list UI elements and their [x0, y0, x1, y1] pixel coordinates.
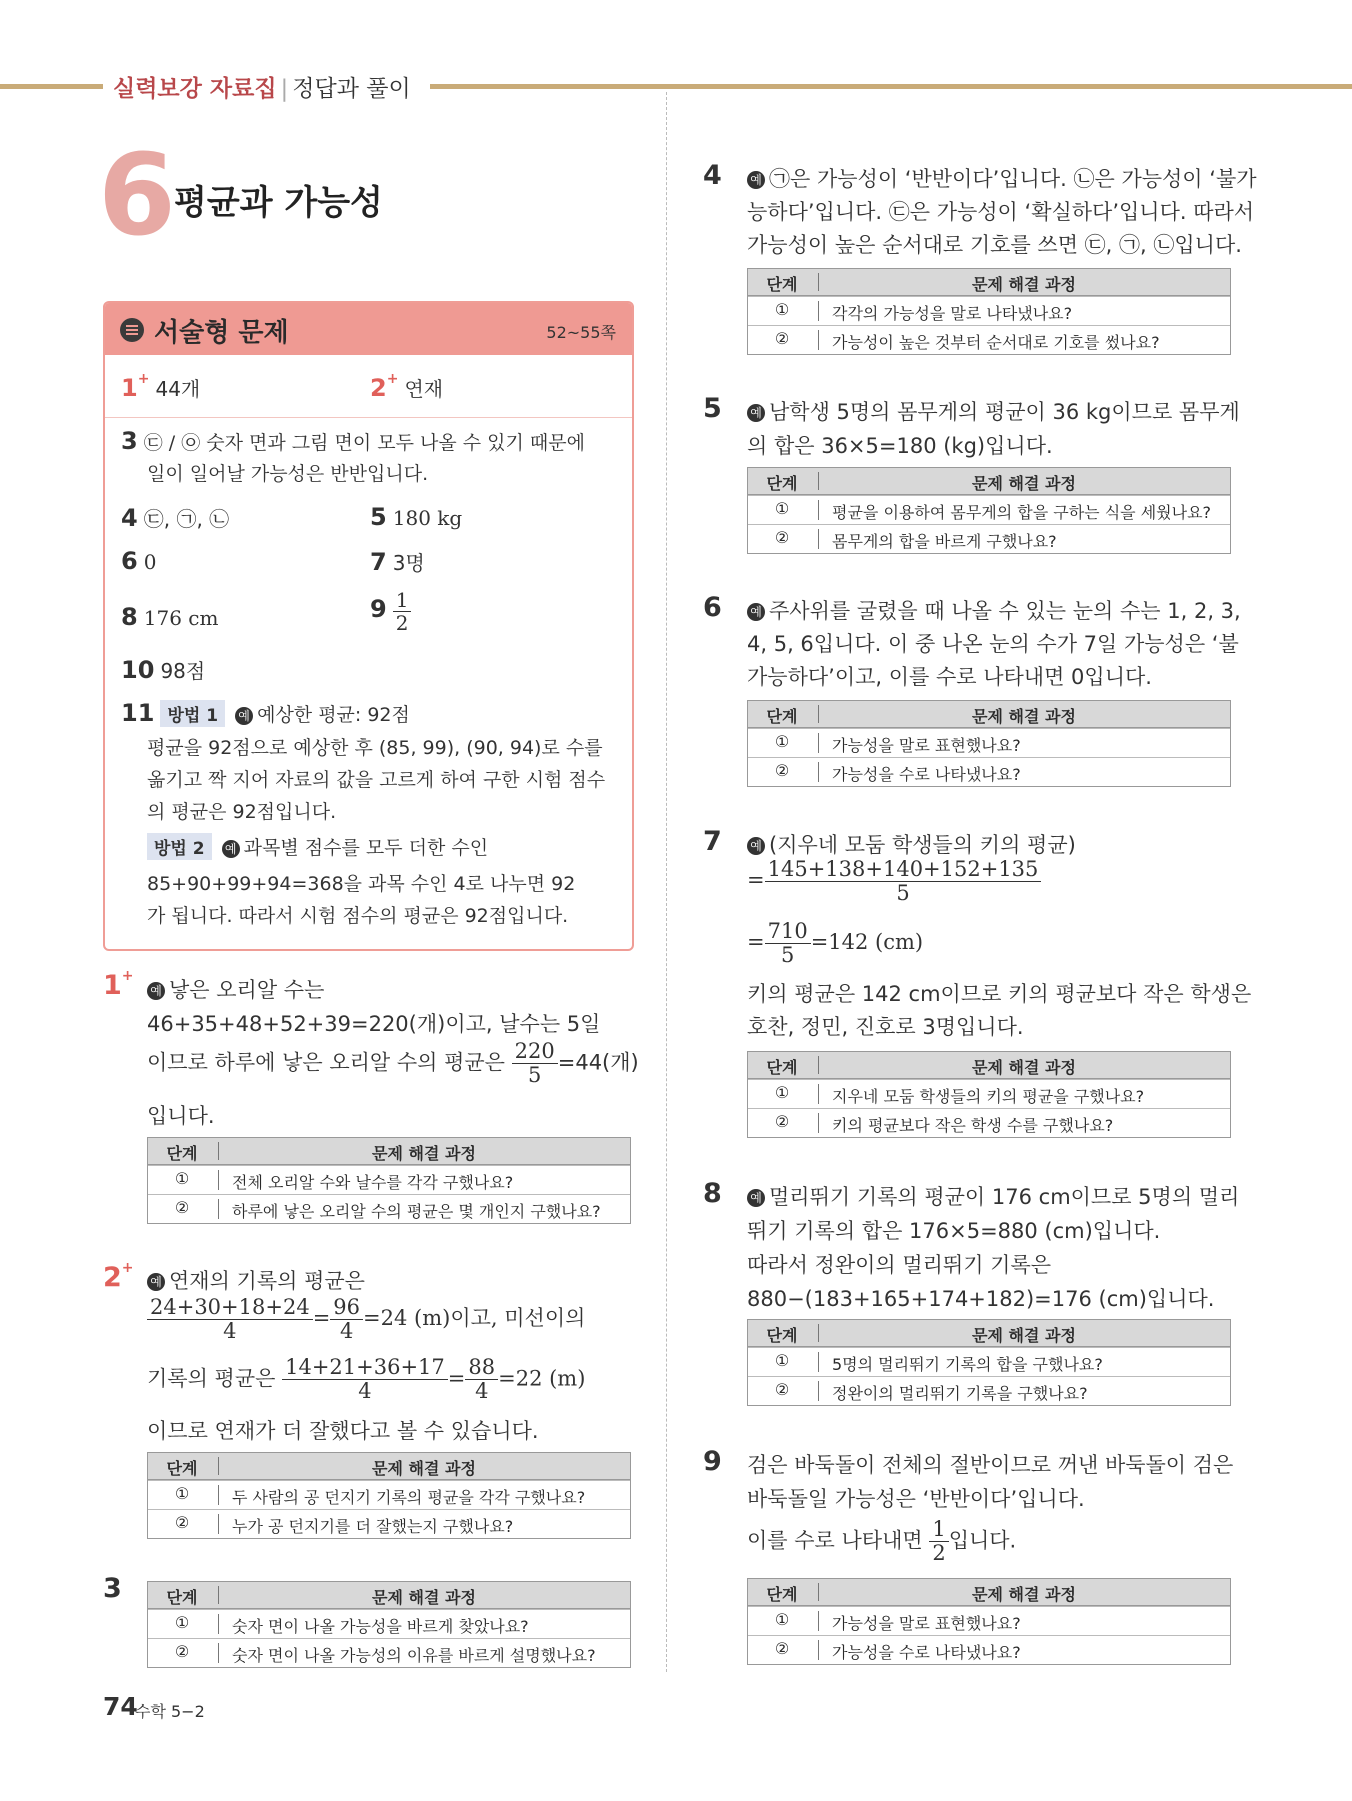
answer-5: 5 180 kg: [370, 503, 463, 531]
answer-11-line: 옮기고 짝 지어 자료의 값을 고르게 하여 구한 시험 점수: [147, 769, 606, 791]
list-icon: [120, 318, 144, 342]
rubric-row: ① 5명의 멀리뛰기 기록의 합을 구했나요?: [748, 1347, 1230, 1376]
problem-8-line: 뛰기 기록의 합은 176×5=880 (cm)입니다.: [747, 1219, 1161, 1243]
rubric-table-9: 단계 문제 해결 과정 ① 가능성을 말로 표현했나요? ② 가능성을 수로 나타냈나요?: [747, 1578, 1231, 1665]
rubric-row: ② 가능성을 수로 나타냈나요?: [748, 1635, 1230, 1664]
problem-7-number: 7: [703, 826, 722, 857]
rubric-row: ① 평균을 이용하여 몸무게의 합을 구하는 식을 세웠나요?: [748, 495, 1230, 524]
page-number: 74: [103, 1692, 138, 1721]
answer-1: 1+ 44개: [121, 371, 201, 402]
problem-4-line: 예 ㉠은 가능성이 ‘반반이다’입니다. ㉡은 가능성이 ‘불가: [747, 163, 1257, 193]
rubric-table-2: 단계 문제 해결 과정 ① 두 사람의 공 던지기 기록의 평균을 각각 구했나요? ② 누가 공 던지기를 더 잘했는지 구했나요?: [147, 1452, 631, 1539]
problem-8-line: 따라서 정완이의 멀리뛰기 기록은: [747, 1253, 1052, 1277]
example-mark: 예: [147, 1273, 165, 1291]
problem-4-line: 능하다’입니다. ㉢은 가능성이 ‘확실하다’입니다. 따라서: [747, 200, 1255, 224]
answer-summary-box: [103, 301, 634, 951]
problem-7-line: = $\frac{145+138+140+152+135}{5}$: [747, 858, 1041, 905]
problem-9-line: 이를 수로 나타내면 $\frac{1}{2}$ 입니다.: [747, 1517, 1017, 1566]
answer-2: 2+ 연재: [370, 371, 444, 402]
answer-4: 4 ㉢, ㉠, ㉡: [121, 504, 230, 532]
rubric-row: ② 누가 공 던지기를 더 잘했는지 구했나요?: [148, 1509, 630, 1538]
problem-7-line: 예 (지우네 모둠 학생들의 키의 평균): [747, 829, 1076, 859]
rubric-table-6: 단계 문제 해결 과정 ① 가능성을 말로 표현했나요? ② 가능성을 수로 나타냈나요?: [747, 700, 1231, 787]
answer-11-line: 평균을 92점으로 예상한 후 (85, 99), (90, 94)로 수를: [147, 737, 603, 759]
problem-1-line: 이므로 하루에 낳은 오리알 수의 평균은 $\frac{220}{5}$ =44(개): [147, 1039, 639, 1088]
answer-7: 7 3명: [370, 548, 425, 576]
problem-6-line: 4, 5, 6입니다. 이 중 나온 눈의 수가 7일 가능성은 ‘불: [747, 632, 1239, 656]
problem-4-number: 4: [703, 160, 722, 191]
rubric-table-4: 단계 문제 해결 과정 ① 각각의 가능성을 말로 나타냈나요? ② 가능성이 높은 것부터 순서대로 기호를 썼나요?: [747, 268, 1231, 355]
rubric-row: ① 지우네 모둠 학생들의 키의 평균을 구했나요?: [748, 1079, 1230, 1108]
problem-8-number: 8: [703, 1178, 722, 1209]
column-divider: [666, 92, 667, 1672]
answer-11-line: 가 됩니다. 따라서 시험 점수의 평균은 92점입니다.: [147, 905, 569, 927]
problem-9-line: 바둑돌일 가능성은 ‘반반이다’입니다.: [747, 1487, 1085, 1511]
rubric-row: ① 가능성을 말로 표현했나요?: [748, 728, 1230, 757]
problem-1-number: 1+: [103, 968, 134, 1001]
rubric-table-1: 단계 문제 해결 과정 ① 전체 오리알 수와 날수를 각각 구했나요? ② 하루에 낳은 오리알 수의 평균은 몇 개인지 구했나요?: [147, 1137, 631, 1224]
chapter-title: 평균과 가능성: [174, 183, 383, 223]
problem-5-line: 예 남학생 5명의 몸무게의 평균이 36 kg이므로 몸무게: [747, 396, 1240, 426]
header-subtitle: 정답과 풀이: [292, 76, 411, 102]
method-2-badge: 방법 2: [147, 833, 212, 860]
rubric-row: ② 가능성을 수로 나타냈나요?: [748, 757, 1230, 786]
rubric-row: ① 숫자 면이 나올 가능성을 바르게 찾았나요?: [148, 1609, 630, 1638]
problem-2-line: $\frac{24+30+18+24}{4}$ = $\frac{96}{4}$ =24 (m)이고, 미선이의: [147, 1296, 585, 1343]
problem-4-line: 가능성이 높은 순서대로 기호를 쓰면 ㉢, ㉠, ㉡입니다.: [747, 233, 1242, 257]
method-1-badge: 방법 1: [160, 700, 225, 727]
problem-3-number: 3: [103, 1573, 122, 1604]
answer-9: 9 $\frac{1}{2}$: [370, 589, 411, 634]
answer-11-method-2: 방법 2 예 과목별 점수를 모두 더한 수인: [147, 833, 488, 860]
rubric-table-7: 단계 문제 해결 과정 ① 지우네 모둠 학생들의 키의 평균을 구했나요? ② 키의 평균보다 작은 학생 수를 구했나요?: [747, 1051, 1231, 1138]
problem-7-line: = $\frac{710}{5}$ =142 (cm): [747, 919, 924, 968]
problem-9-number: 9: [703, 1446, 722, 1477]
problem-7-line: 호찬, 정민, 진호로 3명입니다.: [747, 1015, 1024, 1039]
problem-1-line: 예 낳은 오리알 수는: [147, 974, 324, 1004]
problem-9-line: 검은 바둑돌이 전체의 절반이므로 꺼낸 바둑돌이 검은: [747, 1453, 1234, 1477]
problem-5-number: 5: [703, 393, 722, 424]
rubric-table-5: 단계 문제 해결 과정 ① 평균을 이용하여 몸무게의 합을 구하는 식을 세웠나요? ② 몸무게의 합을 바르게 구했나요?: [747, 467, 1231, 554]
example-mark: 예: [747, 1189, 765, 1207]
separator: [105, 417, 632, 418]
example-mark: 예: [222, 840, 240, 858]
problem-6-number: 6: [703, 592, 722, 623]
answer-3: 3 ㉢ / ㉧ 숫자 면과 그림 면이 모두 나올 수 있기 때문에: [121, 427, 585, 455]
problem-1-line: 입니다.: [147, 1104, 215, 1128]
problem-8-line: 880−(183+165+174+182)=176 (cm)입니다.: [747, 1287, 1215, 1311]
example-mark: 예: [747, 171, 765, 189]
problem-2-line: 이므로 연재가 더 잘했다고 볼 수 있습니다.: [147, 1419, 539, 1443]
problem-2-line: 예 연재의 기록의 평균은: [147, 1265, 365, 1295]
header-rule-right: [430, 84, 1352, 89]
answer-11-line: 의 평균은 92점입니다.: [147, 801, 337, 823]
problem-7-line: 키의 평균은 142 cm이므로 키의 평균보다 작은 학생은: [747, 982, 1252, 1006]
problem-5-line: 의 합은 36×5=180 (kg)입니다.: [747, 434, 1053, 458]
rubric-row: ② 숫자 면이 나올 가능성의 이유를 바르게 설명했나요?: [148, 1638, 630, 1667]
problem-6-line: 가능하다’이고, 이를 수로 나타내면 0입니다.: [747, 665, 1152, 689]
header-rule-left: [0, 84, 103, 89]
problem-2-number: 2+: [103, 1260, 134, 1293]
answer-6: 6 0: [121, 547, 157, 575]
fraction: $\frac{1}{2}$: [393, 589, 412, 634]
rubric-row: ② 하루에 낳은 오리알 수의 평균은 몇 개인지 구했나요?: [148, 1194, 630, 1223]
rubric-row: ② 가능성이 높은 것부터 순서대로 기호를 썼나요?: [748, 325, 1230, 354]
rubric-row: ② 정완이의 멀리뛰기 기록을 구했나요?: [748, 1376, 1230, 1405]
answer-11-line: 85+90+99+94=368을 과목 수인 4로 나누면 92: [147, 873, 576, 895]
example-mark: 예: [747, 837, 765, 855]
rubric-table-3: 단계 문제 해결 과정 ① 숫자 면이 나올 가능성을 바르게 찾았나요? ② 숫자 면이 나올 가능성의 이유를 바르게 설명했나요?: [147, 1581, 631, 1668]
example-mark: 예: [747, 404, 765, 422]
rubric-row: ① 각각의 가능성을 말로 나타냈나요?: [748, 296, 1230, 325]
rubric-row: ① 두 사람의 공 던지기 기록의 평균을 각각 구했나요?: [148, 1480, 630, 1509]
example-mark: 예: [747, 603, 765, 621]
rubric-row: ② 몸무게의 합을 바르게 구했나요?: [748, 524, 1230, 553]
problem-1-line: 46+35+48+52+39=220(개)이고, 날수는 5일: [147, 1012, 601, 1036]
problem-8-line: 예 멀리뛰기 기록의 평균이 176 cm이므로 5명의 멀리: [747, 1181, 1239, 1211]
chapter-number: 6: [98, 131, 176, 261]
rubric-row: ② 키의 평균보다 작은 학생 수를 구했나요?: [748, 1108, 1230, 1137]
answer-10: 10 98점: [121, 656, 206, 684]
answer-box-pages: 52~55쪽: [546, 323, 616, 342]
problem-2-line: 기록의 평균은 $\frac{14+21+36+17}{4}$ = $\frac{88}{4}$ =22 (m): [147, 1355, 586, 1404]
answer-11: 11 방법 1 예 예상한 평균: 92점: [121, 699, 410, 727]
example-mark: 예: [147, 982, 165, 1000]
answer-box-title: 서술형 문제: [154, 318, 289, 348]
answer-3-cont: 일이 일어날 가능성은 반반입니다.: [147, 463, 429, 485]
rubric-row: ① 가능성을 말로 표현했나요?: [748, 1606, 1230, 1635]
rubric-row: ① 전체 오리알 수와 날수를 각각 구했나요?: [148, 1165, 630, 1194]
header-title: 실력보강 자료집 | 정답과 풀이: [113, 76, 411, 102]
example-mark: 예: [235, 707, 253, 725]
answer-box-header: [105, 303, 632, 355]
book-title: 수학 5−2: [135, 1702, 205, 1721]
answer-8: 8 176 cm: [121, 603, 219, 631]
problem-6-line: 예 주사위를 굴렸을 때 나올 수 있는 눈의 수는 1, 2, 3,: [747, 595, 1241, 625]
rubric-table-8: 단계 문제 해결 과정 ① 5명의 멀리뛰기 기록의 합을 구했나요? ② 정완이의 멀리뛰기 기록을 구했나요?: [747, 1319, 1231, 1406]
